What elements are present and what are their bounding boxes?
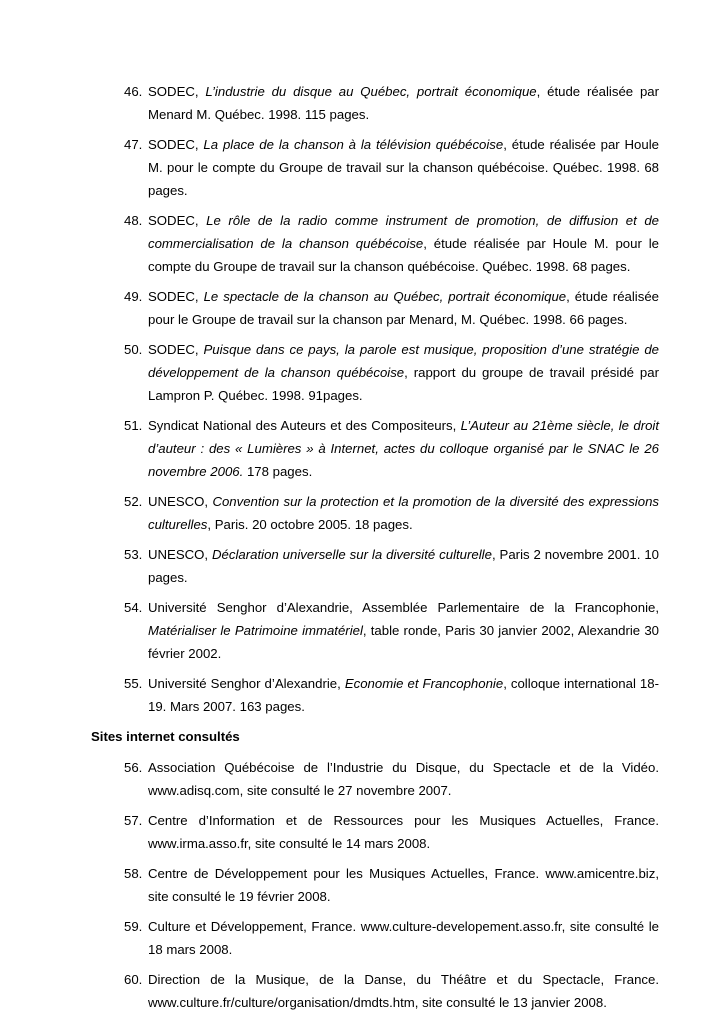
reference-title: L’industrie du disque au Québec, portrait économique (205, 84, 537, 99)
reference-entry (0, 80, 728, 126)
reference-entry (0, 490, 728, 536)
reference-title: L’Auteur au 21ème siècle, le droit d’auteur : des « Lumières » à Internet, actes du colloque organisé par le SNAC le 26 novembre 2006. (148, 418, 660, 479)
reference-text (148, 84, 659, 122)
reference-author: Université Senghor d’Alexandrie, (148, 676, 345, 691)
reference-title: Le rôle de la radio comme instrument de promotion, de diffusion et de commercialisation de la chanson québécoise (148, 213, 659, 251)
reference-text (148, 137, 659, 198)
reference-author: SODEC, (148, 289, 204, 304)
reference-title: Déclaration universelle sur la diversité culturelle (212, 547, 492, 562)
reference-text (148, 600, 659, 661)
reference-number: 50. (124, 342, 143, 357)
reference-number: 52. (124, 494, 143, 509)
reference-number: 54. (124, 600, 143, 615)
reference-author: SODEC, (148, 137, 204, 152)
reference-details: , étude réalisée par Houle M. pour le compte du Groupe de travail sur la chanson québécoise. Québec. 1998. 68 pages. (148, 236, 659, 274)
reference-title: Le spectacle de la chanson au Québec, portrait économique (203, 289, 567, 304)
reference-details: , étude réalisée par Menard M. Québec. 1998. 115 pages. (148, 84, 660, 122)
website-text: Centre de Développement pour les Musiques Actuelles, France. www.amicentre.biz, site consulté le 19 février 2008. (148, 866, 659, 904)
reference-number: 48. (124, 213, 143, 228)
reference-details: , étude réalisée par Houle M. pour le compte du Groupe de travail sur la chanson québécoise. Québec. 1998. 68 pages. (148, 137, 659, 198)
reference-number: 55. (124, 676, 143, 691)
section-heading-websites: Sites internet consultés (91, 729, 240, 744)
reference-author: SODEC, (148, 84, 206, 99)
reference-text (148, 418, 659, 479)
reference-entry (0, 596, 728, 665)
website-text: Centre d’Information et de Ressources pour les Musiques Actuelles, France. www.irma.asso.fr, site consulté le 14 mars 2008. (148, 813, 659, 851)
reference-number: 47. (124, 137, 143, 152)
reference-number: 46. (124, 84, 143, 99)
reference-details: , Paris 2 novembre 2001. 10 pages. (148, 547, 659, 585)
website-text: Culture et Développement, France. www.culture-developement.asso.fr, site consulté le 18 mars 2008. (148, 919, 659, 957)
reference-text (148, 547, 659, 585)
reference-details: , étude réalisée pour le Groupe de travail sur la chanson par Menard, M. Québec. 1998. 66 pages. (148, 289, 659, 327)
website-entry (0, 915, 728, 961)
reference-title: Economie et Francophonie (344, 676, 504, 691)
reference-author: SODEC, (148, 342, 204, 357)
reference-entry (0, 209, 728, 278)
reference-title: Convention sur la protection et la promotion de la diversité des expressions culturelles (148, 494, 660, 532)
reference-author: Université Senghor d’Alexandrie, Assemblée Parlementaire de la Francophonie, (148, 600, 659, 615)
reference-details: , colloque international 18-19. Mars 2007. 163 pages. (148, 676, 659, 714)
website-number: 56. (124, 760, 143, 775)
reference-number: 49. (124, 289, 143, 304)
website-text: Association Québécoise de l’Industrie du Disque, du Spectacle et de la Vidéo. www.adisq.com, site consulté le 27 novembre 2007. (148, 760, 659, 798)
reference-number: 53. (124, 547, 143, 562)
website-number: 57. (124, 813, 143, 828)
reference-details: , Paris. 20 octobre 2005. 18 pages. (207, 517, 413, 532)
website-entry (0, 809, 728, 855)
reference-author: UNESCO, (148, 494, 213, 509)
reference-author: Syndicat National des Auteurs et des Compositeurs, (148, 418, 461, 433)
website-text: Direction de la Musique, de la Danse, du Théâtre et du Spectacle, France. www.culture.fr/culture/organisation/dmdts.htm, site consulté le 13 janvier 2008. (148, 972, 659, 1010)
website-number: 60. (124, 972, 143, 987)
reference-entry (0, 133, 728, 202)
website-number: 59. (124, 919, 143, 934)
reference-details: , rapport du groupe de travail présidé par Lampron P. Québec. 1998. 91pages. (148, 365, 659, 403)
reference-entry (0, 543, 728, 589)
website-number: 58. (124, 866, 143, 881)
reference-entry (0, 672, 728, 718)
website-entry (0, 968, 728, 1014)
reference-details: , table ronde, Paris 30 janvier 2002, Alexandrie 30 février 2002. (148, 623, 659, 661)
reference-title: Matérialiser le Patrimoine immatériel (148, 623, 363, 638)
reference-author: SODEC, (148, 213, 207, 228)
reference-text (148, 213, 659, 274)
reference-entry (0, 285, 728, 331)
reference-text (148, 289, 659, 327)
reference-text (148, 676, 659, 714)
reference-number: 51. (124, 418, 143, 433)
references-content (0, 80, 728, 1021)
reference-text (148, 342, 659, 403)
reference-title: La place de la chanson à la télévision québécoise (203, 137, 504, 152)
reference-title: Puisque dans ce pays, la parole est musique, proposition d’une stratégie de développement de la chanson québécoise (148, 342, 659, 380)
website-entry (0, 756, 728, 802)
reference-author: UNESCO, (148, 547, 213, 562)
website-entry (0, 862, 728, 908)
reference-details: 178 pages. (243, 464, 313, 479)
reference-entry (0, 414, 728, 483)
reference-entry (0, 338, 728, 407)
reference-text (148, 494, 659, 532)
